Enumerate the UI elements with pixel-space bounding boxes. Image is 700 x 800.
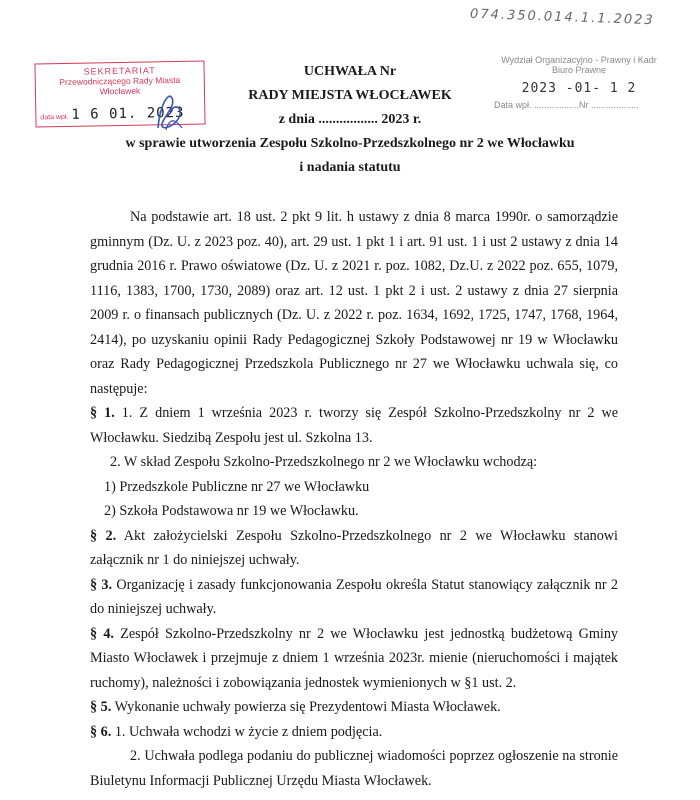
section-3 [90, 573, 618, 622]
stamp-received-line3: Data wpł. ..................Nr ................... [494, 100, 639, 110]
stamp-office-line3: Włocławek [99, 85, 141, 97]
section-4 [90, 622, 618, 696]
section-5 [90, 695, 618, 720]
section-4-mark: § 4. [90, 625, 114, 642]
section-1-para-1 [90, 401, 618, 450]
stamp-office-date: 1 6 01. 2023 [71, 104, 185, 123]
section-5-text: Wykonanie uchwały powierza się Prezydentowi Miasta Włocławek. [114, 699, 501, 715]
section-2 [90, 524, 618, 573]
stamp-received-line2: Biuro Prawne [551, 65, 607, 75]
section-6-para-1 [90, 720, 618, 745]
section-6-para-2: 2. Uchwała podlega podaniu do publicznej wiadomości poprzez ogłoszenie na stronie Biuletynu Informacji Publicznej Urzędu Miasta Włocławek. [90, 748, 618, 789]
received-stamp [494, 55, 664, 110]
section-1-item-2: 2) Szkoła Podstawowa nr 19 we Włocławku. [104, 503, 359, 519]
section-1-mark: § 1. [90, 405, 115, 421]
stamp-office-line2: Przewodniczącego Rady Miasta [59, 74, 181, 88]
stamp-received-date: 2023 -01- 1 2 [521, 81, 637, 96]
resolution-header [200, 60, 500, 132]
section-5-mark: § 5. [90, 699, 112, 715]
stamp-received-line1: Wydział Organizacyjno - Prawny i Kadr [501, 55, 657, 65]
preamble: Na podstawie art. 18 ust. 2 pkt 9 lit. h ustawy z dnia 8 marca 1990r. o samorządzie gminnym (Dz. U. z 2023 poz. 40), art. 29 ust. 1 pkt 1 i art. 91 ust. 1 i ust 2 ustawy z dnia 14 grudnia 2016 r. Prawo oświatowe (Dz. U. z 2021 r. poz. 1082, Dz.U. z 2022 poz. 655, 1079, 1116, 1383, 1700, 1730, 2089) oraz art. 12 ust. 1 pkt 2 i ust. 2 ustawy z dnia 27 sierpnia 2009 r. o finansach publicznych (Dz. U. z 2022 r. poz. 1634, 1692, 1725, 1747, 1768, 1964, 2414), po uzyskaniu opinii Rady Pedagogicznej Szkoły Podstawowej nr 19 w Włocławku oraz Rady Pedagogicznej Przedszkola Publicznego nr 27 we Włocławku uchwala się, co następuje: [90, 209, 618, 397]
subject-line1: w sprawie utworzenia Zespołu Szkolno-Przedszkolnego nr 2 we Włocławku [125, 136, 575, 151]
section-6-mark: § 6. [90, 723, 112, 740]
signature-icon [150, 86, 190, 136]
section-3-mark: § 3. [90, 576, 113, 593]
section-1-item-1: 1) Przedszkole Publiczne nr 27 we Włocławku [104, 478, 370, 495]
stamp-office-date-label: data wpł. [40, 113, 69, 122]
section-1-text: 1. Z dniem 1 września 2023 r. tworzy się Zespół Szkolno-Przedszkolny nr 2 we Włocławku. Siedzibą Zespołu jest ul. Szkolna 13. [90, 405, 618, 446]
stamp-office-line1: SEKRETARIAT [83, 65, 156, 77]
section-2-mark: § 2. [90, 527, 117, 544]
section-4-text: Zespół Szkolno-Przedszkolny nr 2 we Włocławku jest jednostką budżetową Gminy Miasto Włocławek i przejmuje z dniem 1 września 2023r. mienie (nieruchomości i majątek ruchomy), należności i zobowiązania jednostek wymienionych w §1 ust. 2. [90, 625, 619, 691]
section-1-para-2: 2. W skład Zespołu Szkolno-Przedszkolnego nr 2 we Włocławku wchodzą: [110, 454, 538, 470]
handwritten-reference-note: 074.350.014.1.1.2023 [469, 6, 655, 29]
section-2-text: Akt założycielski Zespołu Szkolno-Przedszkolnego nr 2 we Włocławku stanowi załącznik nr 1 do niniejszej uchwały. [90, 527, 618, 568]
resolution-date: z dnia ................. 2023 r. [278, 112, 422, 127]
resolution-subject [80, 132, 620, 180]
subject-line2: i nadania statutu [299, 160, 401, 175]
resolution-title: UCHWAŁA Nr [303, 64, 397, 79]
section-3-text: Organizację i zasady funkcjonowania Zespołu określa Statut stanowiący załącznik nr 2 do niniejszej uchwały. [90, 576, 619, 617]
section-6-text: 1. Uchwała wchodzi w życie z dniem podjęcia. [114, 723, 383, 740]
council-name: RADY MIEJSTA WŁOCŁAWEK [248, 88, 452, 103]
resolution-body [90, 205, 618, 793]
